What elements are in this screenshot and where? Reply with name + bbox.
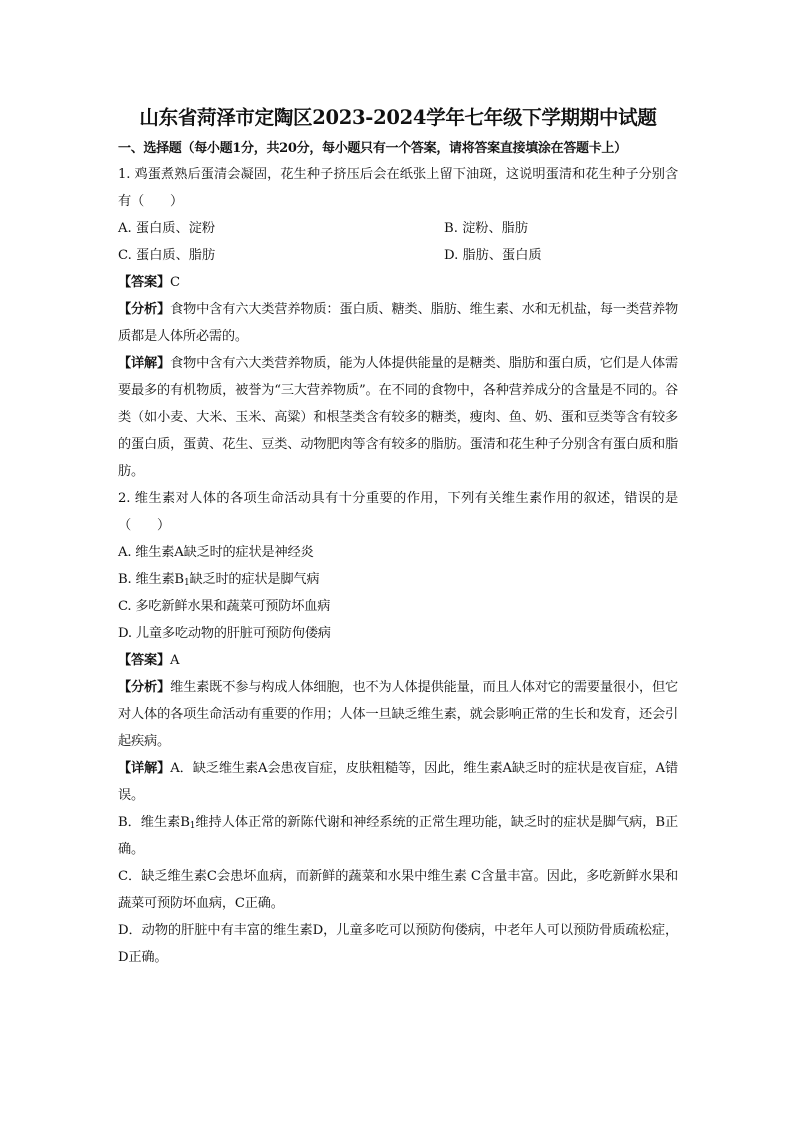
question-2-option-b <box>118 566 678 593</box>
option-b-subscript: 1 <box>183 578 190 588</box>
analysis-tag: 【分析】 <box>118 302 171 317</box>
question-1-option-d: D. 脂肪、蛋白质 <box>444 248 542 263</box>
question-2-option-a: A. 维生素A缺乏时的症状是神经炎 <box>118 545 314 560</box>
question-1-option-a: A. 蛋白质、淀粉 <box>118 221 216 236</box>
question-1-analysis <box>118 296 678 350</box>
analysis-text: 食物中含有六大类营养物质：蛋白质、糖类、脂肪、维生素、水和无机盐，每一类营养物质都是人体所必需的。 <box>118 302 679 344</box>
question-2-stem: 2. 维生素对人体的各项生命活动具有十分重要的作用，下列有关维生素作用的叙述，错误的是（ ） <box>118 491 678 533</box>
question-1-detail <box>118 350 678 485</box>
question-2-detail-a <box>118 755 678 809</box>
question-2-analysis <box>118 674 678 755</box>
question-1-options-row-1 <box>118 215 678 242</box>
answer-tag: 【答案】 <box>118 275 170 290</box>
document-title: 山东省菏泽市定陶区2023-2024学年七年级下学期期中试题 <box>139 106 657 129</box>
question-1-options-row-2 <box>118 242 678 269</box>
question-2-detail-c: C．缺乏维生素C会患坏血病，而新鲜的蔬菜和水果中维生素 C含量丰富。因此，多吃新鲜水果和蔬菜可预防坏血病，C正确。 <box>118 869 678 911</box>
answer-value: A <box>169 653 180 668</box>
question-2-answer <box>118 647 678 674</box>
question-2-detail-d: D．动物的肝脏中有丰富的维生素D，儿童多吃可以预防佝偻病，中老年人可以预防骨质疏松症，D正确。 <box>118 923 678 965</box>
detail-text-a: A．缺乏维生素A会患夜盲症，皮肤粗糙等，因此，维生素A缺乏时的症状是夜盲症，A错误。 <box>118 761 678 803</box>
detail-text-b-rest: 维持人体正常的新陈代谢和神经系统的正常生理功能，缺乏时的症状是脚气病，B正确。 <box>118 815 679 857</box>
detail-tag: 【详解】 <box>118 356 171 371</box>
detail-text-b: B．维生素B <box>118 815 190 830</box>
answer-tag: 【答案】 <box>118 653 170 668</box>
question-1-option-b: B. 淀粉、脂肪 <box>444 221 529 236</box>
section-heading: 一、选择题（每小题1分，共20分，每小题只有一个答案，请将答案直接填涂在答题卡上） <box>118 141 627 156</box>
analysis-text: 维生素既不参与构成人体细胞，也不为人体提供能量，而且人体对它的需要量很小，但它对人体的各项生命活动有重要的作用；人体一旦缺乏维生素，就会影响正常的生长和发育，还会引起疾病。 <box>118 680 679 749</box>
question-1-answer <box>118 269 678 296</box>
analysis-tag: 【分析】 <box>118 680 171 695</box>
detail-b-subscript: 1 <box>189 821 196 831</box>
question-1-option-c: C. 蛋白质、脂肪 <box>118 248 216 263</box>
option-b-text-rest: 缺乏时的症状是脚气病 <box>189 572 320 587</box>
question-1-stem: 1. 鸡蛋煮熟后蛋清会凝固，花生种子挤压后会在纸张上留下油斑，这说明蛋清和花生种子分别含有（ ） <box>118 167 678 209</box>
document-page <box>118 100 678 971</box>
question-2-option-d: D. 儿童多吃动物的肝脏可预防佝偻病 <box>118 626 331 641</box>
detail-text: 食物中含有六大类营养物质，能为人体提供能量的是糖类、脂肪和蛋白质，它们是人体需要最多的有机物质，被誉为“三大营养物质”。在不同的食物中，各种营养成分的含量是不同的。谷类（如小麦、大米、玉米、高粱）和根茎类含有较多的糖类，瘦肉、鱼、奶、蛋和豆类等含有较多的蛋白质，蛋黄、花生、豆类、动物肥肉等含有较多的脂肪。蛋清和花生种子分别含有蛋白质和脂肪。 <box>118 356 679 479</box>
option-b-text: B. 维生素B <box>118 572 184 587</box>
answer-value: C <box>169 275 180 290</box>
detail-tag: 【详解】 <box>118 761 171 776</box>
question-2-option-c: C. 多吃新鲜水果和蔬菜可预防坏血病 <box>118 599 331 614</box>
question-2-detail-b <box>118 809 678 863</box>
